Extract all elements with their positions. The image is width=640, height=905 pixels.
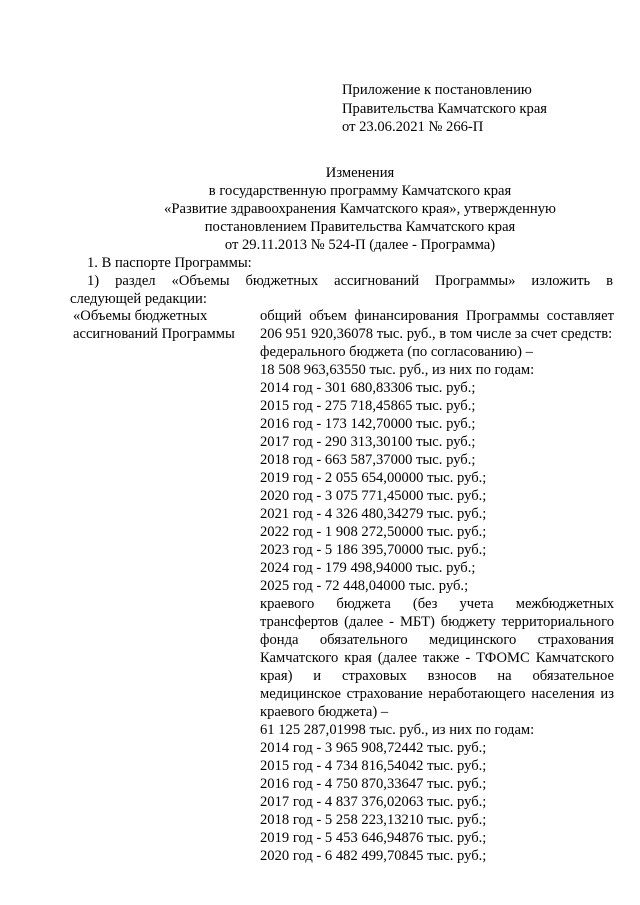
- table-right-line: 61 125 287,01998 тыс. руб., из них по годам:: [260, 722, 535, 738]
- table-right-line: 2020 год - 6 482 499,70845 тыс. руб.;: [260, 848, 487, 864]
- heading-line: постановлением Правительства Камчатского края: [204, 219, 516, 235]
- table-left-line: ассигнований Программы: [73, 326, 235, 342]
- table-right-line: 2023 год - 5 186 395,70000 тыс. руб.;: [260, 542, 487, 558]
- table-right-line: краевого бюджета (без учета межбюджетных: [260, 596, 614, 612]
- table-right-line: краевого бюджета) –: [260, 704, 389, 720]
- table-right-line: 2018 год - 5 258 223,13210 тыс. руб.;: [260, 812, 487, 828]
- table-right-line: 2022 год - 1 908 272,50000 тыс. руб.;: [260, 524, 487, 540]
- table-right-line: федерального бюджета (по согласованию) –: [260, 344, 533, 360]
- table-right-cell: [260, 307, 614, 865]
- heading-line: в государственную программу Камчатского края: [208, 183, 512, 199]
- table-right-line: фонда обязательного медицинского страхования: [260, 632, 614, 648]
- table-right-line: 2019 год - 5 453 646,94876 тыс. руб.;: [260, 830, 487, 846]
- table-right-line: трансфертов (далее - МБТ) бюджету территориального: [260, 614, 614, 630]
- paragraph-item-1-1: 1) раздел «Объемы бюджетных ассигнований Программы» изложить в: [87, 273, 613, 289]
- paragraph-item-1: 1. В паспорте Программы:: [87, 255, 252, 271]
- table-right-line: 2017 год - 4 837 376,02063 тыс. руб.;: [260, 794, 487, 810]
- table-right-line: Камчатского края (далее также - ТФОМС Камчатского: [260, 650, 614, 666]
- table-right-line: 2025 год - 72 448,04000 тыс. руб.;: [260, 578, 469, 594]
- table-right-line: 2015 год - 275 718,45865 тыс. руб.;: [260, 398, 476, 414]
- approval-line: Правительства Камчатского края: [342, 100, 548, 117]
- table-right-line: 2017 год - 290 313,30100 тыс. руб.;: [260, 434, 476, 450]
- table-right-line: 2015 год - 4 734 816,54042 тыс. руб.;: [260, 758, 487, 774]
- table-right-line: края) и страховых взносов на обязательное: [260, 668, 614, 684]
- table-left-line: «Объемы бюджетных: [73, 308, 208, 324]
- approval-line: Приложение к постановлению: [342, 82, 532, 98]
- heading-line: от 29.11.2013 № 524-П (далее - Программа): [224, 237, 496, 253]
- approval-line: от 23.06.2021 № 266-П: [342, 119, 484, 135]
- table-right-line: медицинское страхование неработающего населения из: [260, 686, 614, 702]
- paragraph-item-1-1-cont: следующей редакции:: [70, 291, 207, 307]
- table-right-line: 206 951 920,36078 тыс. руб., в том числе за счет средств:: [260, 326, 613, 342]
- table-right-line: 2021 год - 4 326 480,34279 тыс. руб.;: [260, 506, 487, 522]
- table-right-line: общий объем финансирования Программы составляет: [260, 308, 614, 324]
- heading-line: «Развитие здравоохранения Камчатского края», утвержденную: [164, 201, 556, 217]
- approval-block: [342, 81, 547, 137]
- table-right-line: 2014 год - 301 680,83306 тыс. руб.;: [260, 380, 476, 396]
- table-right-line: 2019 год - 2 055 654,00000 тыс. руб.;: [260, 470, 487, 486]
- table-right-line: 2020 год - 3 075 771,45000 тыс. руб.;: [260, 488, 487, 504]
- table-right-line: 2016 год - 4 750 870,33647 тыс. руб.;: [260, 776, 487, 792]
- heading-title: Изменения: [325, 165, 395, 181]
- table-right-line: 2014 год - 3 965 908,72442 тыс. руб.;: [260, 740, 487, 756]
- table-right-line: 2018 год - 663 587,37000 тыс. руб.;: [260, 452, 476, 468]
- table-right-line: 2016 год - 173 142,70000 тыс. руб.;: [260, 416, 476, 432]
- table-left-cell: [73, 307, 253, 343]
- table-right-line: 2024 год - 179 498,94000 тыс. руб.;: [260, 560, 476, 576]
- table-right-line: 18 508 963,63550 тыс. руб., из них по годам:: [260, 362, 535, 378]
- document-heading: [60, 164, 640, 254]
